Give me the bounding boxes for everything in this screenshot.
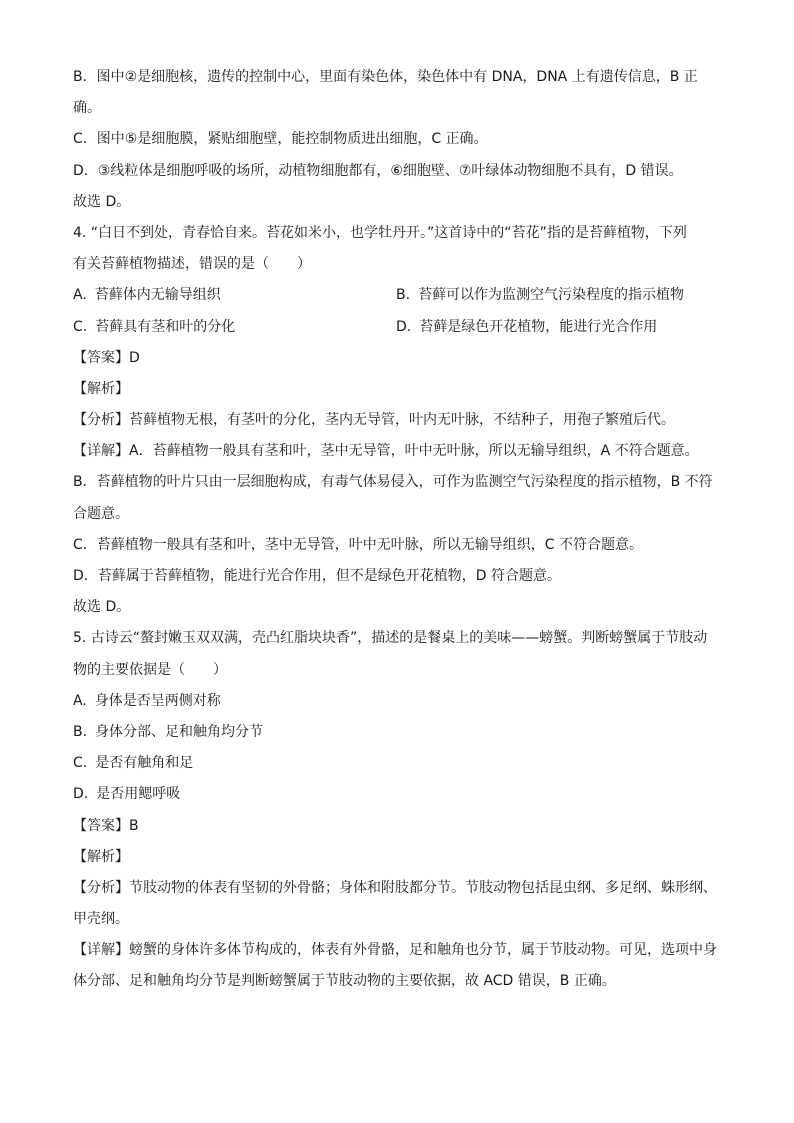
option-text: 身体分部、足和触角均分节 [95, 723, 264, 740]
prev-explanation-c: C．图中⑤是细胞膜，紧贴细胞壁，能控制物质进出细胞，C 正确。 [73, 131, 488, 148]
q4-stem-line1: 4. “白日不到处，青春恰自来。苔花如米小，也学牡丹开。”这首诗中的“苔花”指的是苔藓植物，下列 [73, 224, 687, 241]
option-text: 苔藓是绿色开花植物，能进行光合作用 [419, 318, 658, 335]
q5-option-a [73, 686, 733, 717]
q4-choose: 故选 D。 [73, 599, 131, 616]
q4-analysis-title: 【解析】 [73, 380, 129, 397]
q4-fenxi: 【分析】苔藓植物无根，有茎叶的分化，茎内无导管，叶内无叶脉，不结种子，用孢子繁殖后代。 [73, 412, 675, 429]
q5-fenxi-line2: 甲壳纲。 [73, 911, 129, 928]
option-label: C. [73, 755, 88, 772]
option-text: 身体是否呈两侧对称 [94, 692, 221, 709]
q4-option-d [396, 312, 657, 343]
q4-option-a [73, 280, 396, 311]
option-label: B. [396, 287, 411, 304]
q5-detail-line2: 体分部、足和触角均分节是判断螃蟹属于节肢动物的主要依据，故 ACD 错误，B 正确。 [73, 973, 616, 990]
q5-stem-line2: 物的主要依据是（ ） [73, 661, 227, 678]
q4-option-c [73, 312, 396, 343]
option-label: A. [73, 287, 87, 304]
q5-option-b [73, 717, 733, 748]
q4-option-b [396, 280, 684, 311]
q5-answer: 【答案】B [73, 817, 139, 834]
option-label: A. [73, 692, 87, 709]
q4-detail-d: D．苔藓属于苔藓植物，能进行光合作用，但不是绿色开花植物，D 符合题意。 [73, 568, 562, 584]
q4-detail-b-line1: B．苔藓植物的叶片只由一层细胞构成，有毒气体易侵入，可作为监测空气污染程度的指示植物，B 不符 [73, 474, 713, 491]
q4-answer: 【答案】D [73, 349, 140, 366]
prev-explanation-b-line1: B．图中②是细胞核，遗传的控制中心，里面有染色体，染色体中有 DNA，DNA 上有遗传信息，B 正 [73, 69, 698, 85]
option-label: B. [73, 723, 88, 740]
option-text: 是否有触角和足 [95, 755, 194, 772]
prev-explanation-d: D．③线粒体是细胞呼吸的场所，动植物细胞都有，⑥细胞壁、⑦叶绿体动物细胞不具有，D 错误。 [73, 162, 683, 179]
q4-detail-b-line2: 合题意。 [73, 505, 129, 522]
option-text: 苔藓体内无输导组织 [94, 287, 221, 304]
q5-fenxi-line1: 【分析】节肢动物的体表有坚韧的外骨骼；身体和附肢都分节。节肢动物包括昆虫纲、多足纲、蛛形纲、 [73, 879, 717, 896]
option-text: 苔藓具有茎和叶的分化 [95, 318, 236, 335]
q4-options-row2 [73, 312, 733, 343]
q5-option-d [73, 779, 733, 810]
q5-stem-line1: 5. 古诗云“螯封嫩玉双双满，壳凸红脂块块香”，描述的是餐桌上的美味——螃蟹。判断螃蟹属于节肢动 [73, 630, 708, 647]
document-page [73, 62, 733, 998]
option-label: D. [396, 318, 412, 335]
prev-explanation-b-line2: 确。 [73, 100, 101, 117]
option-label: C. [73, 318, 88, 335]
q4-options-row1 [73, 280, 733, 311]
q4-detail-a: 【详解】A．苔藓植物一般具有茎和叶，茎中无导管，叶中无叶脉，所以无输导组织，A 不符合题意。 [73, 443, 699, 460]
option-text: 是否用鳃呼吸 [96, 786, 181, 803]
q4-stem-line2: 有关苔藓植物描述，错误的是（ ） [73, 256, 311, 273]
prev-choose: 故选 D。 [73, 193, 131, 210]
q5-analysis-title: 【解析】 [73, 848, 129, 865]
q5-option-c [73, 748, 733, 779]
q5-detail-line1: 【详解】螃蟹的身体许多体节构成的，体表有外骨骼，足和触角也分节，属于节肢动物。可见，选项中身 [73, 942, 717, 959]
option-text: 苔藓可以作为监测空气污染程度的指示植物 [418, 287, 685, 304]
q4-detail-c: C．苔藓植物一般具有茎和叶，茎中无导管，叶中无叶脉，所以无输导组织，C 不符合题意。 [73, 536, 643, 553]
option-label: D. [73, 786, 89, 803]
